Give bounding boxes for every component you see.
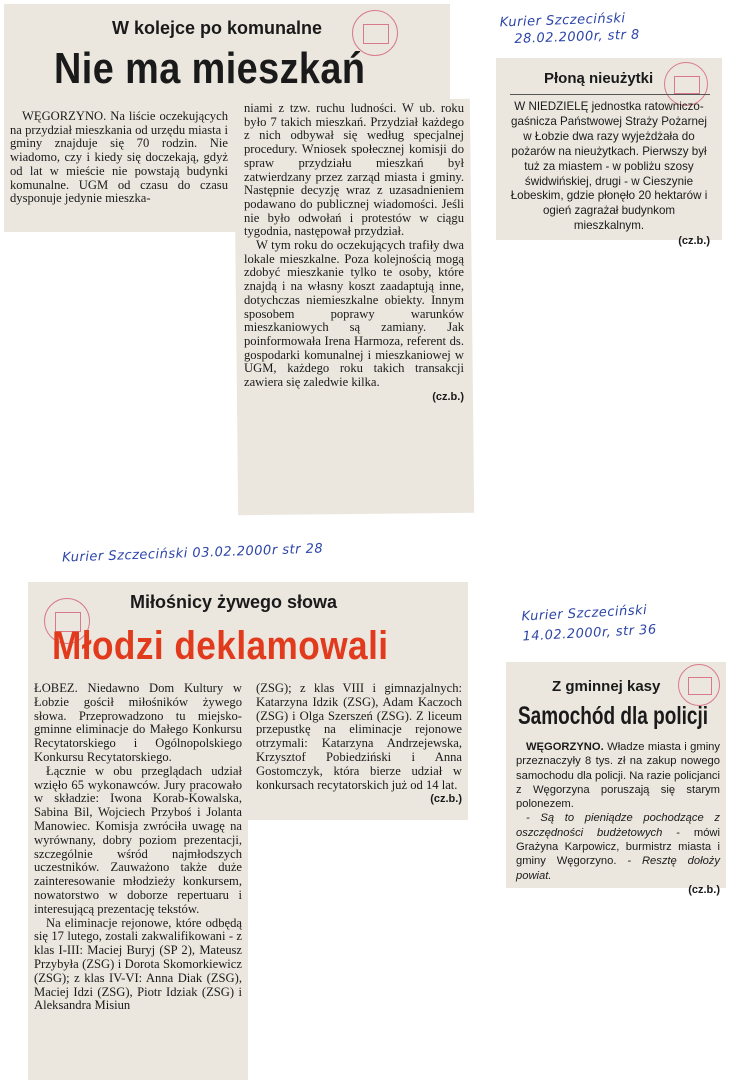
library-stamp xyxy=(678,664,720,706)
clip2-sign-row xyxy=(508,234,710,249)
clip4-headline: Samochód dla policji xyxy=(518,702,709,730)
clip1-col2-p2: W tym roku do oczekujących trafiły dwa lokale mieszkalne. Poza kolejnością mogą zdobyć mieszkanie tylko te osoby, które znajdą i na własny koszt zaadaptują inne, dotychczas niemieszkalne obiekty. Innym sposobem poprawy warunków mieszkaniowych są zamiany. Jak poinformowała Irena Harmoza, referent ds. gospodarki komunalnej i mieszkaniowej w UGM, każdego roku takich transakcji zawiera się zaledwie kilka. xyxy=(244,238,464,390)
clip4-signature: (cz.b.) xyxy=(688,883,720,896)
note-line: Kurier Szczeciński xyxy=(521,602,648,625)
clip1-col1-text: WĘGORZYNO. Na liście oczekujących na przydział mieszkania od urzędu miasta i gminy znajduje się 70 rodzin. Nie wiadomo, czy i kiedy się doczekają, gdyż od lat w mieście nie powstają budynki komunalne. UGM od czasu do czasu dysponuje jedynie mieszka- xyxy=(10,109,228,206)
clip3-headline: Młodzi deklamowali xyxy=(52,624,389,668)
clip4-body-text: Władze miasta i gminy przeznaczyły 8 tys. zł na zakup nowego samochodu dla policji. Na razie policjanci z Węgorzyna poruszają się starym polonezem. xyxy=(516,741,720,811)
note-line: 14.02.2000r, str 36 xyxy=(522,622,658,645)
note-line: 28.02.2000r, str 8 xyxy=(514,27,640,47)
clip3-col1-p3: Na eliminacje rejonowe, które odbędą się 17 lutego, zostali zakwalifikowani - z klas I-III: Maciej Buryj (SP 2), Mateusz Przybyła (ZSG) i Dorota Skomorkiewicz (ZSG); z klas IV-VI: Anna Diak (ZSG), Maciej Idzi (ZSG), Piotr Idziak (ZSG) i Aleksandra Misiun xyxy=(34,915,242,1013)
clip3-col1-p2: Łącznie w obu przeglądach udział wzięło 65 wykonawców. Jury pracowało w składzie: Iwona Korab-Kowalska, Sabina Bil, Wojciech Przyboś i Jolanta Manowiec. Komisja zwróciła uwagę na wyrównany, dobry poziom prezentacji, szczególnie wśród najmłodszych uczestników. Zauważono także duże zainteresowanie młodzieży konkursem, nowatorstwo w doborze repertuaru i interesującą prezentację tekstów. xyxy=(34,763,242,916)
clip1-headline: Nie ma mieszkań xyxy=(54,44,366,93)
clip3-signature: (cz.b.) xyxy=(430,793,462,806)
clip3-column-2 xyxy=(256,682,462,807)
clip2-divider xyxy=(510,94,710,95)
clip1-kicker: W kolejce po komunalne xyxy=(112,18,323,38)
clip4-body-p1 xyxy=(516,740,720,811)
handwritten-note-top-right xyxy=(499,10,640,49)
clip1-signature: (cz.b.) xyxy=(432,390,464,403)
clip2-body xyxy=(508,100,710,249)
clip4-quote-attr: - mówi Grażyna Karpowicz, burmistrz miasta i gminy Węgorzyno. xyxy=(516,826,720,868)
clip4-quote: - Są to pieniądze pochodzące z oszczędności budżetowych xyxy=(516,812,720,839)
clip3-kicker: Miłośnicy żywego słowa xyxy=(130,592,338,612)
clip4-kicker: Z gminnej kasy xyxy=(552,678,661,695)
clip4-body-p2 xyxy=(516,811,720,882)
clip4-body xyxy=(516,740,720,897)
clip1-column-1 xyxy=(10,110,228,206)
clip2-signature: (cz.b.) xyxy=(678,235,710,248)
clip1-column-2 xyxy=(244,102,464,404)
note-line: Kurier Szczeciński xyxy=(499,11,626,31)
handwritten-note-middle-right xyxy=(521,601,657,648)
clip4-lead: WĘGORZYNO. xyxy=(526,741,604,753)
clip1-sign-row xyxy=(244,390,464,405)
clip3-col2-p1: (ZSG); z klas VIII i gimnazjalnych: Katarzyna Idzik (ZSG), Adam Kaczoch (ZSG) i Olga Szerszeń (ZSG). Z liceum przepustkę na eliminacje rejonowe otrzymali: Katarzyna Andrzejewska, Krzysztof Pobiedziński i Anna Gostomczyk, która bierze udział w konkursach recytatorskich już od 14 lat. xyxy=(256,681,462,792)
handwritten-note-middle-left: Kurier Szczeciński 03.02.2000r str 28 xyxy=(61,541,324,566)
clip3-col1-p1: ŁOBEZ. Niedawno Dom Kultury w Łobzie gościł miłośników żywego słowa. Przeprowadzono tu miejsko-gminne eliminacje do Małego Konkursu Recytatorskiego i Ogólnopolskiego Konkursu Recytatorskiego. xyxy=(34,681,242,764)
clip2-body-text: W NIEDZIELĘ jednostka ratowniczo-gaśnicza Państwowej Straży Pożarnej w Łobzie dwa razy wyjeżdżała do pożarów na nieużytkach. Pierwszy był tuż za miastem - w pobliżu szosy świdwińskiej, drugi - w Cieszynie Łobeskim, gdzie płonęło 20 hektarów i ogień zagrażał budynkom mieszkalnym. xyxy=(510,100,708,233)
clip4-sign-row xyxy=(516,883,720,897)
clip2-headline: Płoną nieużytki xyxy=(544,70,654,87)
clip3-sign-row xyxy=(256,792,462,807)
clip4-quote-end: - Resztę dołoży powiat. xyxy=(516,855,720,882)
clip1-col2-p1: niami z tzw. ruchu ludności. W ub. roku było 7 takich mieszkań. Przydział każdego z nich odbywał się według specjalnej procedury. Wniosek społecznej komisji do spraw przydziału mieszkań był zatwierdzany przez zarząd miasta i gminy. Następnie decyzję wraz z uzasadnieniem podawano do publicznej wiadomości. Jeśli nie było odwołań i protestów w ciągu tygodnia, następował przydział. xyxy=(244,101,464,239)
clip3-column-1 xyxy=(34,682,242,1013)
